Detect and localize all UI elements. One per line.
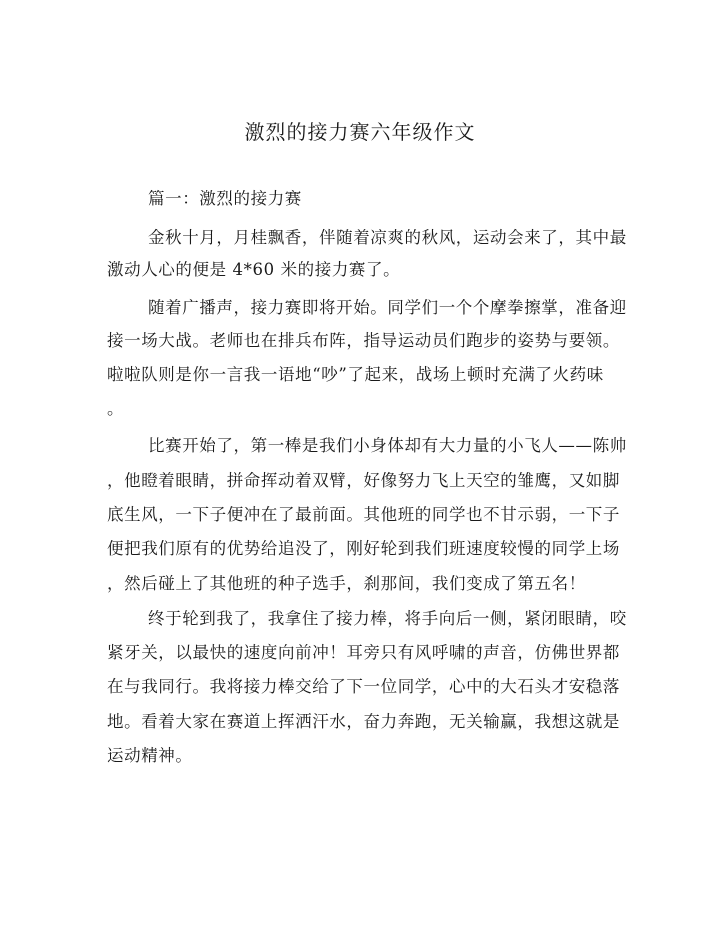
paragraph-line: ，他瞪着眼睛，拼命挥动着双臂，好像努力飞上天空的雏鹰，又如脚: [107, 471, 620, 490]
paragraph-line: 激动人心的便是 4*60 米的接力赛了。: [107, 260, 401, 279]
paragraph-line: 啦啦队则是你一言我一语地“吵”了起来，战场上顿时充满了火药味: [107, 365, 604, 384]
paragraph-line: 底生风，一下子便冲在了最前面。其他班的同学也不甘示弱，一下子: [107, 505, 620, 524]
paragraph-line: 比赛开始了，第一棒是我们小身体却有大力量的小飞人——陈帅: [148, 436, 627, 455]
paragraph-line: 地。看着大家在赛道上挥洒汗水，奋力奔跑，无关输赢，我想这就是: [107, 712, 620, 731]
paragraph-line: 终于轮到我了，我拿住了接力棒，将手向后一侧，紧闭眼睛，咬: [148, 609, 627, 628]
paragraph-line: 便把我们原有的优势给追没了，刚好轮到我们班速度较慢的同学上场: [107, 539, 620, 558]
paragraph-line: 紧牙关，以最快的速度向前冲！耳旁只有风呼啸的声音，仿佛世界都: [107, 643, 620, 662]
paragraph-line: ，然后碰上了其他班的种子选手，刹那间，我们变成了第五名！: [107, 574, 586, 593]
section-heading: 篇一：激烈的接力赛: [148, 189, 302, 208]
paragraph-line: 。: [107, 399, 125, 418]
paragraph-line: 运动精神。: [107, 746, 193, 765]
paragraph-line: 接一场大战。老师也在排兵布阵，指导运动员们跑步的姿势与要领。: [107, 331, 620, 350]
paragraph-line: 在与我同行。我将接力棒交给了下一位同学，心中的大石头才安稳落: [107, 677, 620, 696]
document-title: 激烈的接力赛六年级作文: [244, 120, 476, 144]
paragraph-line: 随着广播声，接力赛即将开始。同学们一个个摩拳擦掌，准备迎: [148, 298, 627, 317]
paragraph-line: 金秋十月，月桂飘香，伴随着凉爽的秋风，运动会来了，其中最: [148, 228, 627, 247]
